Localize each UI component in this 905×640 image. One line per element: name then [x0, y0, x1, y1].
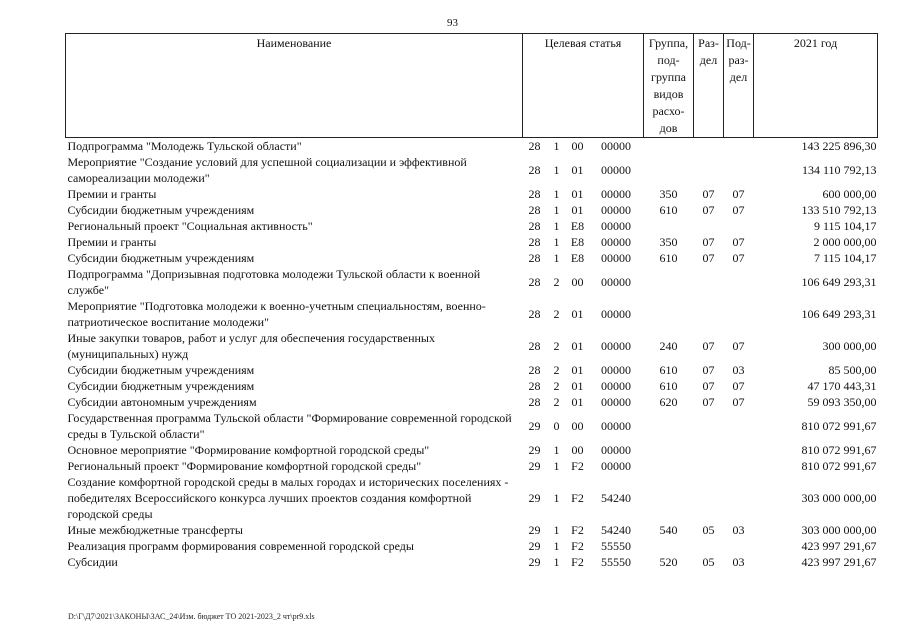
target-code-3: 01 [571, 203, 584, 217]
subsection-code [724, 410, 754, 442]
subsection-code [724, 154, 754, 186]
section-code: 07 [702, 363, 715, 377]
budget-table [65, 33, 878, 570]
target-code-4: 54240 [601, 491, 631, 505]
subsection-code [724, 218, 754, 234]
target-code-1: 28 [528, 275, 541, 289]
expense-group: 520 [659, 555, 678, 569]
target-code-4: 00000 [601, 379, 631, 393]
target-code-4: 00000 [601, 235, 631, 249]
target-code-4: 00000 [601, 251, 631, 265]
header-subsection: Под- раз- дел [724, 34, 754, 138]
row-name: Региональный проект "Социальная активность" [67, 219, 313, 233]
target-code-3: 01 [571, 363, 584, 377]
subsection-code: 07 [732, 251, 745, 265]
expense-group [644, 154, 694, 186]
section-code [694, 266, 724, 298]
section-code: 07 [702, 395, 715, 409]
expense-group: 350 [659, 187, 678, 201]
amount-2021: 59 093 350,00 [807, 395, 877, 409]
expense-group: 610 [659, 379, 678, 393]
target-code-1: 28 [528, 187, 541, 201]
target-code-3: F2 [571, 491, 584, 505]
subsection-code [724, 138, 754, 155]
amount-2021: 300 000,00 [822, 339, 877, 353]
amount-2021: 303 000 000,00 [801, 491, 877, 505]
section-code [694, 458, 724, 474]
row-name: Основное мероприятие "Формирование комфортной городской среды" [67, 443, 430, 457]
subsection-code: 03 [732, 363, 745, 377]
subsection-code: 07 [732, 203, 745, 217]
expense-group [644, 538, 694, 554]
amount-2021: 47 170 443,31 [807, 379, 877, 393]
row-name: Мероприятие "Подготовка молодежи к военно-учетным специальностям, военно-патриотическое воспитание молодежи" [67, 299, 486, 329]
target-code-3: E8 [570, 235, 585, 249]
amount-2021: 423 997 291,67 [801, 539, 877, 553]
target-code-2: 1 [553, 219, 560, 233]
section-code [694, 442, 724, 458]
table-row [66, 266, 878, 298]
table-row [66, 202, 878, 218]
row-name: Подпрограмма "Допризывная подготовка молодежи Тульской области к военной службе" [67, 267, 481, 297]
target-code-4: 00000 [601, 459, 631, 473]
target-code-3: E8 [570, 251, 585, 265]
target-code-1: 29 [528, 443, 541, 457]
table-row [66, 234, 878, 250]
table-row [66, 522, 878, 538]
expense-group [644, 218, 694, 234]
subsection-code: 03 [732, 523, 745, 537]
target-code-3: 01 [571, 187, 584, 201]
target-code-2: 1 [553, 163, 560, 177]
header-year-2021: 2021 год [754, 34, 878, 138]
expense-group [644, 474, 694, 522]
section-code: 07 [702, 339, 715, 353]
page-number: 93 [447, 17, 458, 29]
expense-group: 610 [659, 203, 678, 217]
subsection-code [724, 266, 754, 298]
target-code-1: 28 [528, 219, 541, 233]
subsection-code: 07 [732, 339, 745, 353]
subsection-code [724, 298, 754, 330]
expense-group [644, 298, 694, 330]
subsection-code: 07 [732, 379, 745, 393]
target-code-4: 00000 [601, 395, 631, 409]
subsection-code [724, 474, 754, 522]
target-code-2: 2 [553, 307, 560, 321]
amount-2021: 810 072 991,67 [801, 443, 877, 457]
target-code-1: 29 [528, 555, 541, 569]
target-code-2: 2 [553, 379, 560, 393]
table-row [66, 138, 878, 155]
target-code-4: 00000 [601, 363, 631, 377]
target-code-1: 28 [528, 307, 541, 321]
target-code-1: 28 [528, 203, 541, 217]
row-name: Премии и гранты [67, 235, 157, 249]
header-target-article: Целевая статья [523, 34, 644, 138]
target-code-1: 28 [528, 251, 541, 265]
amount-2021: 9 115 104,17 [813, 219, 877, 233]
subsection-code: 07 [732, 235, 745, 249]
target-code-2: 1 [553, 491, 560, 505]
target-code-3: 00 [571, 419, 584, 433]
subsection-code: 07 [732, 187, 745, 201]
target-code-1: 28 [528, 139, 541, 153]
target-code-4: 00000 [601, 443, 631, 457]
target-code-3: F2 [571, 539, 584, 553]
amount-2021: 810 072 991,67 [801, 419, 877, 433]
row-name: Субсидии [67, 555, 118, 569]
table-body [66, 138, 878, 571]
expense-group: 240 [659, 339, 678, 353]
target-code-3: F2 [571, 523, 584, 537]
row-name: Реализация программ формирования современной городской среды [67, 539, 414, 553]
header-section: Раз- дел [694, 34, 724, 138]
row-name: Субсидии бюджетным учреждениям [67, 251, 255, 265]
section-code: 05 [702, 555, 715, 569]
expense-group [644, 458, 694, 474]
table-row [66, 458, 878, 474]
row-name: Иные закупки товаров, работ и услуг для обеспечения государственных (муниципальных) нужд [67, 331, 435, 361]
expense-group: 620 [659, 395, 678, 409]
target-code-2: 2 [553, 395, 560, 409]
subsection-code [724, 458, 754, 474]
target-code-2: 2 [553, 339, 560, 353]
target-code-3: 01 [571, 379, 584, 393]
amount-2021: 303 000 000,00 [801, 523, 877, 537]
target-code-2: 1 [553, 523, 560, 537]
expense-group [644, 442, 694, 458]
section-code [694, 410, 724, 442]
row-name: Субсидии автономным учреждениям [67, 395, 257, 409]
amount-2021: 106 649 293,31 [801, 275, 877, 289]
table-row [66, 378, 878, 394]
expense-group: 610 [659, 363, 678, 377]
table-row [66, 442, 878, 458]
row-name: Субсидии бюджетным учреждениям [67, 363, 255, 377]
header-name: Наименование [66, 34, 523, 138]
section-code [694, 538, 724, 554]
target-code-1: 28 [528, 235, 541, 249]
table-row [66, 474, 878, 522]
target-code-4: 55550 [601, 555, 631, 569]
table-row [66, 186, 878, 202]
row-name: Субсидии бюджетным учреждениям [67, 379, 255, 393]
table-row [66, 394, 878, 410]
amount-2021: 85 500,00 [828, 363, 877, 377]
target-code-2: 1 [553, 187, 560, 201]
section-code: 07 [702, 251, 715, 265]
target-code-1: 28 [528, 395, 541, 409]
target-code-4: 00000 [601, 219, 631, 233]
target-code-1: 29 [528, 523, 541, 537]
table-row [66, 362, 878, 378]
target-code-3: 00 [571, 139, 584, 153]
table-row [66, 218, 878, 234]
subsection-code [724, 538, 754, 554]
expense-group [644, 138, 694, 155]
amount-2021: 143 225 896,30 [801, 139, 877, 153]
subsection-code: 07 [732, 395, 745, 409]
section-code: 07 [702, 187, 715, 201]
target-code-1: 28 [528, 363, 541, 377]
section-code [694, 138, 724, 155]
target-code-3: 01 [571, 307, 584, 321]
section-code: 05 [702, 523, 715, 537]
table-row [66, 154, 878, 186]
amount-2021: 423 997 291,67 [801, 555, 877, 569]
row-name: Государственная программа Тульской области "Формирование современной городской среды в Тульской области" [67, 411, 512, 441]
target-code-4: 55550 [601, 539, 631, 553]
table-row [66, 410, 878, 442]
section-code [694, 474, 724, 522]
target-code-1: 29 [528, 419, 541, 433]
target-code-1: 28 [528, 379, 541, 393]
header-expense-group: Группа, под- группа видов расхо- дов [644, 34, 694, 138]
target-code-3: 01 [571, 339, 584, 353]
amount-2021: 133 510 792,13 [801, 203, 877, 217]
row-name: Премии и гранты [67, 187, 157, 201]
subsection-code: 03 [732, 555, 745, 569]
target-code-2: 1 [553, 459, 560, 473]
target-code-1: 29 [528, 459, 541, 473]
section-code: 07 [702, 379, 715, 393]
target-code-2: 2 [553, 363, 560, 377]
target-code-4: 54240 [601, 523, 631, 537]
target-code-4: 00000 [601, 163, 631, 177]
table-row [66, 330, 878, 362]
file-path: D:\Г\Д7\2021\ЗАКОНЫ\ЗАС_24\Изм. бюджет ТО 2021-2023_2 чт\pr9.xls [68, 612, 315, 621]
amount-2021: 2 000 000,00 [813, 235, 877, 249]
expense-group: 540 [659, 523, 678, 537]
table-row [66, 250, 878, 266]
row-name: Региональный проект "Формирование комфортной городской среды" [67, 459, 422, 473]
target-code-4: 00000 [601, 339, 631, 353]
target-code-1: 29 [528, 491, 541, 505]
target-code-2: 1 [553, 139, 560, 153]
table-row [66, 538, 878, 554]
target-code-2: 2 [553, 275, 560, 289]
target-code-1: 28 [528, 163, 541, 177]
amount-2021: 134 110 792,13 [801, 163, 877, 177]
target-code-4: 00000 [601, 307, 631, 321]
target-code-2: 1 [553, 539, 560, 553]
table-row [66, 298, 878, 330]
target-code-3: E8 [570, 219, 585, 233]
target-code-2: 1 [553, 251, 560, 265]
target-code-4: 00000 [601, 203, 631, 217]
amount-2021: 810 072 991,67 [801, 459, 877, 473]
target-code-4: 00000 [601, 419, 631, 433]
section-code [694, 218, 724, 234]
table-row [66, 554, 878, 570]
amount-2021: 106 649 293,31 [801, 307, 877, 321]
section-code: 07 [702, 203, 715, 217]
target-code-2: 1 [553, 555, 560, 569]
expense-group: 350 [659, 235, 678, 249]
section-code: 07 [702, 235, 715, 249]
target-code-2: 1 [553, 203, 560, 217]
row-name: Иные межбюджетные трансферты [67, 523, 243, 537]
expense-group [644, 410, 694, 442]
expense-group [644, 266, 694, 298]
table-header-row [66, 34, 878, 138]
row-name: Подпрограмма "Молодежь Тульской области" [67, 139, 302, 153]
amount-2021: 600 000,00 [822, 187, 877, 201]
target-code-3: F2 [571, 459, 584, 473]
subsection-code [724, 442, 754, 458]
target-code-1: 28 [528, 339, 541, 353]
target-code-2: 0 [553, 419, 560, 433]
row-name: Создание комфортной городской среды в малых городах и исторических поселениях - победителях Всероссийского конкурса лучших проектов создания комфортной городской среды [67, 475, 509, 521]
target-code-4: 00000 [601, 187, 631, 201]
row-name: Мероприятие "Создание условий для успешной социализации и эффективной самореализации молодежи" [67, 155, 467, 185]
target-code-3: 00 [571, 443, 584, 457]
target-code-2: 1 [553, 443, 560, 457]
target-code-3: 00 [571, 275, 584, 289]
section-code [694, 298, 724, 330]
expense-group: 610 [659, 251, 678, 265]
row-name: Субсидии бюджетным учреждениям [67, 203, 255, 217]
target-code-4: 00000 [601, 139, 631, 153]
target-code-4: 00000 [601, 275, 631, 289]
target-code-3: 01 [571, 163, 584, 177]
target-code-3: F2 [571, 555, 584, 569]
target-code-3: 01 [571, 395, 584, 409]
amount-2021: 7 115 104,17 [813, 251, 877, 265]
target-code-2: 1 [553, 235, 560, 249]
section-code [694, 154, 724, 186]
target-code-1: 29 [528, 539, 541, 553]
